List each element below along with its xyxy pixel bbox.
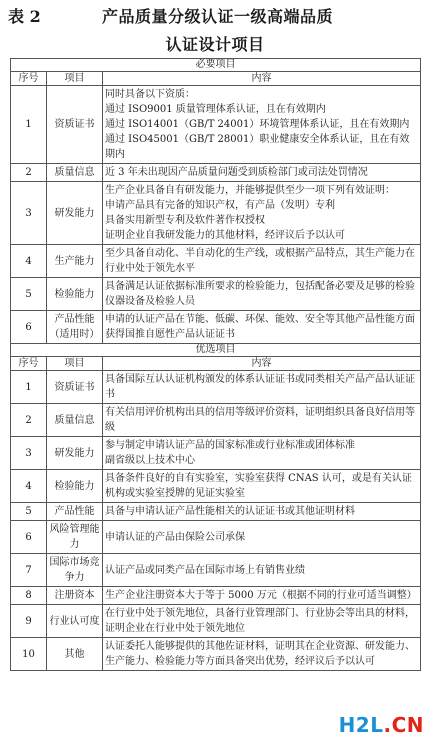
row-content <box>103 371 421 404</box>
row-content <box>103 278 421 311</box>
row-number: 6 <box>11 311 47 344</box>
row-number: 4 <box>11 470 47 503</box>
row-content <box>103 470 421 503</box>
section-label: 必要项目 <box>11 59 421 72</box>
content-line: 至少具备自动化、半自动化的生产线，或根据产品特点，其生产能力在行业中处于领先水平 <box>105 248 415 274</box>
row-item: 研发能力 <box>47 437 103 470</box>
table-row <box>11 404 421 437</box>
table-row <box>11 437 421 470</box>
row-number: 3 <box>11 182 47 245</box>
required-section-header <box>11 59 421 72</box>
row-content <box>103 554 421 587</box>
content-line: 认证委托人能够提供的其他佐证材料，证明其在企业资源、研发能力、生产能力、检验能力等方面具备突出优势，经评议后予以认可 <box>105 641 415 667</box>
row-item: 检验能力 <box>47 278 103 311</box>
content-line: 证明企业自我研发能力的其他材料，经评议后予以认可 <box>105 230 345 241</box>
table-row <box>11 638 421 671</box>
certification-table <box>10 58 421 671</box>
row-content <box>103 638 421 671</box>
table-row <box>11 371 421 404</box>
column-header-row <box>11 357 421 371</box>
row-number: 3 <box>11 437 47 470</box>
row-item: 国际市场竞争力 <box>47 554 103 587</box>
row-item: 注册资本 <box>47 587 103 605</box>
content-line: 同时具备以下资质： <box>105 89 195 100</box>
column-header-no: 序号 <box>11 72 47 86</box>
content-line: 申请的认证产品在节能、低碳、环保、能效、安全等其他产品性能方面获得国推自愿性产品认证证书 <box>105 314 415 340</box>
content-line: 具备条件良好的自有实验室，实验室获得 CNAS 认可，或是有关认证机构或实验室授牌的见证实验室 <box>105 473 412 499</box>
row-item: 检验能力 <box>47 470 103 503</box>
row-item: 产品性能 <box>47 503 103 521</box>
preferred-section-header <box>11 344 421 357</box>
row-content <box>103 521 421 554</box>
section-label: 优选项目 <box>11 344 421 357</box>
table-row <box>11 605 421 638</box>
title-line-2: 认证设计项目 <box>165 35 265 54</box>
column-header-content: 内容 <box>103 72 421 86</box>
row-item: 质量信息 <box>47 404 103 437</box>
table-number: 表 2 <box>8 7 41 26</box>
table-row <box>11 587 421 605</box>
row-number: 1 <box>11 86 47 164</box>
column-header-item: 项目 <box>47 72 103 86</box>
row-number: 9 <box>11 605 47 638</box>
row-item: 生产能力 <box>47 245 103 278</box>
watermark-h2l: H2L <box>338 713 384 737</box>
table-row <box>11 521 421 554</box>
content-line: 有关信用评价机构出具的信用等级评价资料，证明组织具备良好信用等级 <box>105 407 415 433</box>
content-line: 副省级以上技术中心 <box>105 455 195 466</box>
table-row <box>11 86 421 164</box>
watermark-dot: . <box>383 713 392 737</box>
table-row <box>11 182 421 245</box>
row-number: 7 <box>11 554 47 587</box>
content-line: 具备实用新型专利及软件著作权授权 <box>105 215 265 226</box>
row-item: 风险管理能力 <box>47 521 103 554</box>
content-line: 具备国际互认认证机构颁发的体系认证证书或同类相关产品产品认证证书 <box>105 374 415 400</box>
row-item: 资质证书 <box>47 371 103 404</box>
content-line: 生产企业注册资本大于等于 5000 万元（根据不同的行业可适当调整） <box>105 590 417 601</box>
table-row <box>11 503 421 521</box>
row-content <box>103 86 421 164</box>
row-item: 质量信息 <box>47 164 103 182</box>
row-number: 10 <box>11 638 47 671</box>
table-row <box>11 554 421 587</box>
row-content <box>103 404 421 437</box>
column-header-no: 序号 <box>11 357 47 371</box>
row-number: 2 <box>11 164 47 182</box>
row-item: 资质证书 <box>47 86 103 164</box>
column-header-row <box>11 72 421 86</box>
content-line: 申请认证的产品由保险公司承保 <box>105 531 245 543</box>
title-row <box>8 4 422 28</box>
content-line: 参与制定申请认证产品的国家标准或行业标准或团体标准 <box>105 440 355 451</box>
title-line-1: 产品质量分级认证一级高端品质 <box>102 7 334 26</box>
content-line: 通过 ISO9001 质量管理体系认证，且在有效期内 <box>105 104 326 115</box>
column-header-content: 内容 <box>103 357 421 371</box>
table-row <box>11 245 421 278</box>
table-row <box>11 278 421 311</box>
row-item: 其他 <box>47 638 103 671</box>
content-line: 具备满足认证依据标准所要求的检验能力，包括配备必要及足够的检验仪器设备及检验人员 <box>105 281 415 307</box>
row-content <box>103 605 421 638</box>
content-line: 通过 ISO14001（GB/T 24001）环境管理体系认证，且在有效期内 <box>105 119 410 130</box>
row-item: 研发能力 <box>47 182 103 245</box>
row-number: 6 <box>11 521 47 554</box>
watermark-cn: CN <box>391 713 424 737</box>
table-row <box>11 470 421 503</box>
row-content <box>103 503 421 521</box>
row-content <box>103 182 421 245</box>
row-content <box>103 164 421 182</box>
table-title <box>0 0 430 58</box>
content-line: 通过 ISO45001（GB/T 28001）职业健康安全体系认证，且在有效期内 <box>105 134 410 160</box>
row-item: 行业认可度 <box>47 605 103 638</box>
row-number: 4 <box>11 245 47 278</box>
row-number: 5 <box>11 278 47 311</box>
row-content <box>103 587 421 605</box>
table-row <box>11 311 421 344</box>
content-line: 认证产品或同类产品在国际市场上有销售业绩 <box>105 564 305 576</box>
row-content <box>103 245 421 278</box>
row-number: 5 <box>11 503 47 521</box>
row-number: 2 <box>11 404 47 437</box>
content-line: 近 3 年未出现因产品质量问题受到质检部门或司法处罚情况 <box>105 167 368 178</box>
content-line: 具备与申请认证产品性能相关的认证证书或其他证明材料 <box>105 506 355 517</box>
content-line: 在行业中处于领先地位，具备行业管理部门、行业协会等出具的材料，证明企业在行业中处于领先地位 <box>105 608 415 634</box>
row-content <box>103 311 421 344</box>
content-line: 生产企业具备自有研发能力，并能够提供至少一项下列有效证明： <box>105 185 395 196</box>
column-header-item: 项目 <box>47 357 103 371</box>
row-number: 8 <box>11 587 47 605</box>
row-content <box>103 437 421 470</box>
table-row <box>11 164 421 182</box>
site-watermark <box>339 714 424 736</box>
row-number: 1 <box>11 371 47 404</box>
row-item: 产品性能（适用时） <box>47 311 103 344</box>
content-line: 申请产品具有完备的知识产权，有产品（发明）专利 <box>105 200 335 211</box>
